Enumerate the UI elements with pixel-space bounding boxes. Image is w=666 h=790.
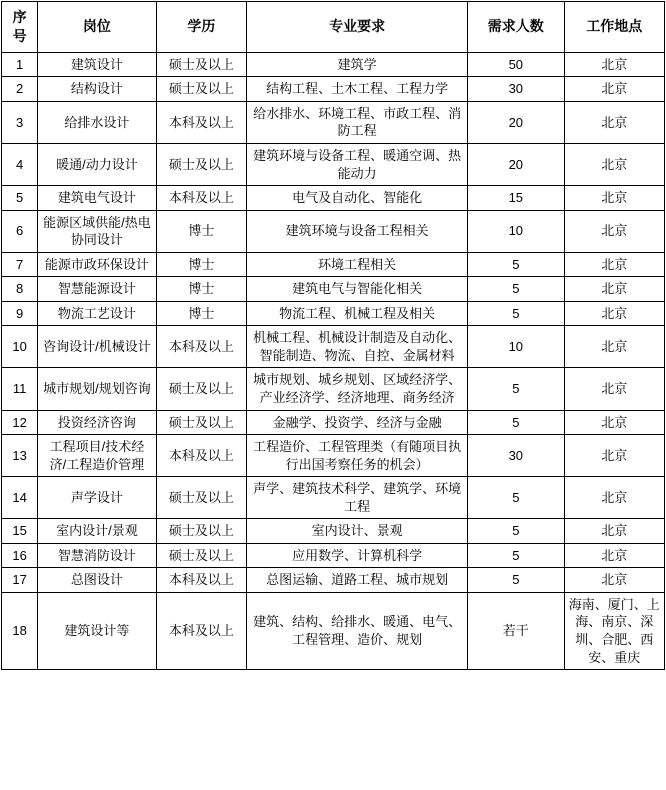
cell-post: 建筑设计 — [38, 52, 157, 77]
cell-education: 博士 — [156, 301, 246, 326]
column-header-major: 专业要求 — [247, 2, 468, 53]
cell-major: 建筑学 — [247, 52, 468, 77]
cell-post: 总图设计 — [38, 568, 157, 593]
cell-post: 咨询设计/机械设计 — [38, 326, 157, 368]
cell-post: 投资经济咨询 — [38, 410, 157, 435]
cell-major: 应用数学、计算机科学 — [247, 543, 468, 568]
cell-education: 硕士及以上 — [156, 519, 246, 544]
cell-post: 室内设计/景观 — [38, 519, 157, 544]
column-header-post: 岗位 — [38, 2, 157, 53]
cell-education: 硕士及以上 — [156, 543, 246, 568]
cell-no: 12 — [2, 410, 38, 435]
table-row — [2, 101, 665, 143]
cell-major: 总图运输、道路工程、城市规划 — [247, 568, 468, 593]
cell-education: 硕士及以上 — [156, 410, 246, 435]
cell-count: 5 — [468, 477, 564, 519]
cell-location: 北京 — [564, 326, 664, 368]
cell-no: 7 — [2, 252, 38, 277]
cell-no: 15 — [2, 519, 38, 544]
table-body — [2, 52, 665, 669]
table-header-row — [2, 2, 665, 53]
cell-location: 海南、厦门、上海、南京、深圳、合肥、西安、重庆 — [564, 592, 664, 669]
cell-major: 金融学、投资学、经济与金融 — [247, 410, 468, 435]
cell-major: 结构工程、土木工程、工程力学 — [247, 77, 468, 102]
cell-location: 北京 — [564, 143, 664, 185]
cell-major: 建筑电气与智能化相关 — [247, 277, 468, 302]
cell-location: 北京 — [564, 277, 664, 302]
cell-post: 城市规划/规划咨询 — [38, 368, 157, 410]
cell-location: 北京 — [564, 519, 664, 544]
cell-education: 本科及以上 — [156, 101, 246, 143]
cell-location: 北京 — [564, 252, 664, 277]
cell-major: 声学、建筑技术科学、建筑学、环境工程 — [247, 477, 468, 519]
cell-post: 结构设计 — [38, 77, 157, 102]
cell-count: 20 — [468, 101, 564, 143]
cell-education: 硕士及以上 — [156, 143, 246, 185]
cell-no: 16 — [2, 543, 38, 568]
cell-major: 建筑环境与设备工程相关 — [247, 210, 468, 252]
cell-count: 若干 — [468, 592, 564, 669]
column-header-no — [2, 2, 38, 53]
cell-no: 10 — [2, 326, 38, 368]
table-row — [2, 477, 665, 519]
cell-education: 硕士及以上 — [156, 77, 246, 102]
table-row — [2, 592, 665, 669]
cell-count: 5 — [468, 301, 564, 326]
cell-count: 15 — [468, 186, 564, 211]
cell-post: 智慧消防设计 — [38, 543, 157, 568]
cell-location: 北京 — [564, 301, 664, 326]
cell-education: 博士 — [156, 252, 246, 277]
cell-major: 建筑环境与设备工程、暖通空调、热能动力 — [247, 143, 468, 185]
cell-no: 6 — [2, 210, 38, 252]
table-row — [2, 410, 665, 435]
cell-location: 北京 — [564, 210, 664, 252]
table-row — [2, 186, 665, 211]
table-row — [2, 301, 665, 326]
cell-education: 本科及以上 — [156, 186, 246, 211]
table-row — [2, 368, 665, 410]
table-row — [2, 568, 665, 593]
cell-education: 本科及以上 — [156, 568, 246, 593]
cell-education: 本科及以上 — [156, 592, 246, 669]
cell-no: 17 — [2, 568, 38, 593]
cell-post: 给排水设计 — [38, 101, 157, 143]
cell-post: 建筑设计等 — [38, 592, 157, 669]
cell-location: 北京 — [564, 410, 664, 435]
cell-post: 能源区域供能/热电协同设计 — [38, 210, 157, 252]
cell-count: 10 — [468, 326, 564, 368]
table-row — [2, 435, 665, 477]
cell-major: 机械工程、机械设计制造及自动化、智能制造、物流、自控、金属材料 — [247, 326, 468, 368]
cell-education: 博士 — [156, 277, 246, 302]
cell-education: 硕士及以上 — [156, 368, 246, 410]
cell-no: 4 — [2, 143, 38, 185]
cell-count: 5 — [468, 568, 564, 593]
cell-count: 30 — [468, 77, 564, 102]
cell-no: 9 — [2, 301, 38, 326]
cell-no: 5 — [2, 186, 38, 211]
cell-no: 2 — [2, 77, 38, 102]
cell-education: 本科及以上 — [156, 435, 246, 477]
cell-location: 北京 — [564, 101, 664, 143]
cell-major: 环境工程相关 — [247, 252, 468, 277]
cell-post: 暖通/动力设计 — [38, 143, 157, 185]
cell-count: 5 — [468, 252, 564, 277]
table-row — [2, 326, 665, 368]
cell-major: 工程造价、工程管理类（有随项目执行出国考察任务的机会） — [247, 435, 468, 477]
cell-location: 北京 — [564, 52, 664, 77]
recruitment-table — [1, 1, 665, 670]
cell-major: 给水排水、环境工程、市政工程、消防工程 — [247, 101, 468, 143]
cell-count: 5 — [468, 277, 564, 302]
cell-major: 电气及自动化、智能化 — [247, 186, 468, 211]
cell-location: 北京 — [564, 435, 664, 477]
column-header-education: 学历 — [156, 2, 246, 53]
cell-no: 18 — [2, 592, 38, 669]
column-header-location: 工作地点 — [564, 2, 664, 53]
table-row — [2, 252, 665, 277]
cell-no: 14 — [2, 477, 38, 519]
cell-no: 13 — [2, 435, 38, 477]
cell-count: 5 — [468, 519, 564, 544]
table-row — [2, 52, 665, 77]
cell-post: 能源市政环保设计 — [38, 252, 157, 277]
cell-major: 城市规划、城乡规划、区域经济学、产业经济学、经济地理、商务经济 — [247, 368, 468, 410]
cell-count: 5 — [468, 410, 564, 435]
table-row — [2, 519, 665, 544]
cell-count: 10 — [468, 210, 564, 252]
cell-location: 北京 — [564, 543, 664, 568]
cell-no: 3 — [2, 101, 38, 143]
table-row — [2, 210, 665, 252]
cell-no: 11 — [2, 368, 38, 410]
column-header-no-line1: 序 — [12, 9, 27, 25]
cell-location: 北京 — [564, 368, 664, 410]
table-row — [2, 277, 665, 302]
table-row — [2, 543, 665, 568]
cell-no: 1 — [2, 52, 38, 77]
table-row — [2, 143, 665, 185]
cell-education: 硕士及以上 — [156, 52, 246, 77]
cell-major: 建筑、结构、给排水、暖通、电气、工程管理、造价、规划 — [247, 592, 468, 669]
cell-post: 智慧能源设计 — [38, 277, 157, 302]
cell-post: 工程项目/技术经济/工程造价管理 — [38, 435, 157, 477]
cell-count: 30 — [468, 435, 564, 477]
cell-count: 20 — [468, 143, 564, 185]
cell-education: 博士 — [156, 210, 246, 252]
table-header — [2, 2, 665, 53]
cell-location: 北京 — [564, 77, 664, 102]
cell-major: 物流工程、机械工程及相关 — [247, 301, 468, 326]
cell-education: 本科及以上 — [156, 326, 246, 368]
cell-location: 北京 — [564, 477, 664, 519]
cell-major: 室内设计、景观 — [247, 519, 468, 544]
cell-count: 5 — [468, 368, 564, 410]
table-row — [2, 77, 665, 102]
column-header-no-line2: 号 — [12, 27, 27, 44]
cell-count: 50 — [468, 52, 564, 77]
cell-location: 北京 — [564, 186, 664, 211]
column-header-count: 需求人数 — [468, 2, 564, 53]
cell-no: 8 — [2, 277, 38, 302]
cell-count: 5 — [468, 543, 564, 568]
cell-education: 硕士及以上 — [156, 477, 246, 519]
cell-post: 建筑电气设计 — [38, 186, 157, 211]
cell-location: 北京 — [564, 568, 664, 593]
cell-post: 物流工艺设计 — [38, 301, 157, 326]
cell-post: 声学设计 — [38, 477, 157, 519]
